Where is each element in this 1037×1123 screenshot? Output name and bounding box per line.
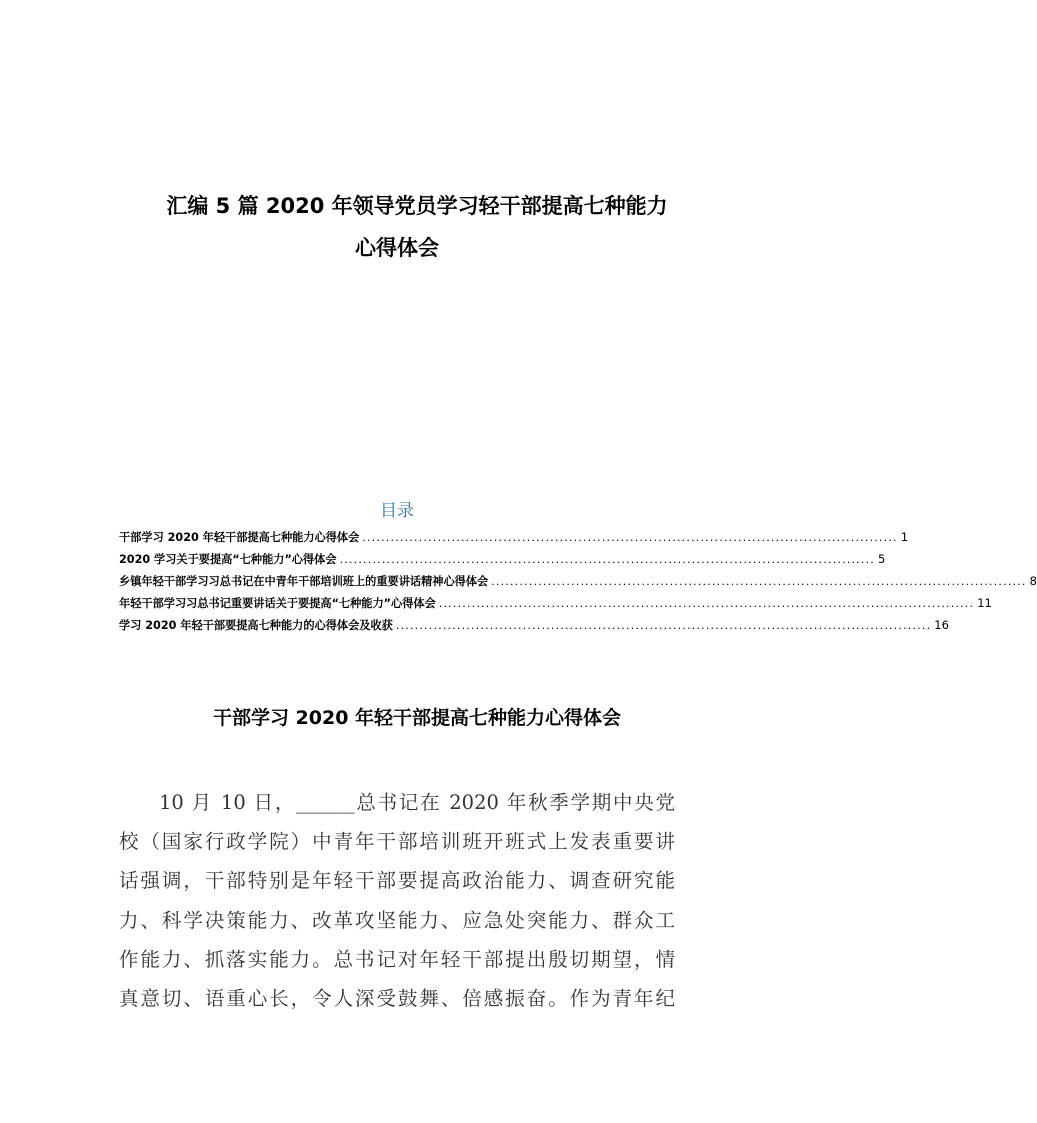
toc-entry-page: 5 — [877, 552, 886, 566]
toc-entry-page: 11 — [977, 596, 992, 610]
document-title-line-1: 汇编 5 篇 2020 年领导党员学习轻干部提高七种能力 — [166, 194, 668, 218]
toc-entry-page: 8 — [1029, 574, 1037, 588]
toc-entry[interactable] — [119, 529, 909, 551]
body-line: 作能力、抓落实能力。总书记对年轻干部提出殷切期望，情 — [119, 947, 675, 971]
toc-entry[interactable] — [119, 595, 992, 617]
toc-dot-leader: .................................................................................................................. — [438, 597, 975, 610]
toc-entry-page: 1 — [900, 530, 909, 544]
toc-entry-page: 16 — [934, 618, 949, 632]
body-line: 力、科学决策能力、改革攻坚能力、应急处突能力、群众工 — [119, 908, 675, 932]
section-title: 干部学习 2020 年轻干部提高七种能力心得体会 — [212, 707, 622, 729]
body-line: 校（国家行政学院）中青年干部培训班开班式上发表重要讲 — [119, 830, 675, 854]
toc-entry-label: 乡镇年轻干部学习习总书记在中青年干部培训班上的重要讲话精神心得体会 — [119, 575, 489, 588]
document-title-line-2: 心得体会 — [355, 236, 439, 260]
toc-entry-label: 学习 2020 年轻干部要提高七种能力的心得体会及收获 — [119, 619, 393, 632]
toc-entry-label: 2020 学习关于要提高“七种能力”心得体会 — [119, 553, 337, 566]
body-line: 10 月 10 日，______总书记在 2020 年秋季学期中央党 — [159, 791, 675, 814]
toc-dot-leader: .................................................................................................................. — [339, 553, 875, 566]
body-line: 话强调，干部特别是年轻干部要提高政治能力、调查研究能 — [119, 869, 675, 893]
toc-heading: 目录 — [380, 501, 414, 521]
body-line: 真意切、语重心长，令人深受鼓舞、倍感振奋。作为青年纪 — [119, 986, 675, 1010]
toc-entry[interactable] — [119, 573, 1037, 595]
toc-dot-leader: .................................................................................................................. — [395, 619, 932, 632]
toc-dot-leader: .................................................................................................................. — [491, 575, 1027, 588]
toc-entry[interactable] — [119, 551, 886, 573]
toc-entry-label: 年轻干部学习习总书记重要讲话关于要提高“七种能力”心得体会 — [119, 597, 436, 610]
toc-entry[interactable] — [119, 617, 949, 639]
body-paragraph — [119, 783, 675, 1018]
toc-entry-label: 干部学习 2020 年轻干部提高七种能力心得体会 — [119, 531, 360, 544]
table-of-contents — [119, 529, 1037, 639]
toc-dot-leader: .................................................................................................................. — [362, 531, 898, 544]
